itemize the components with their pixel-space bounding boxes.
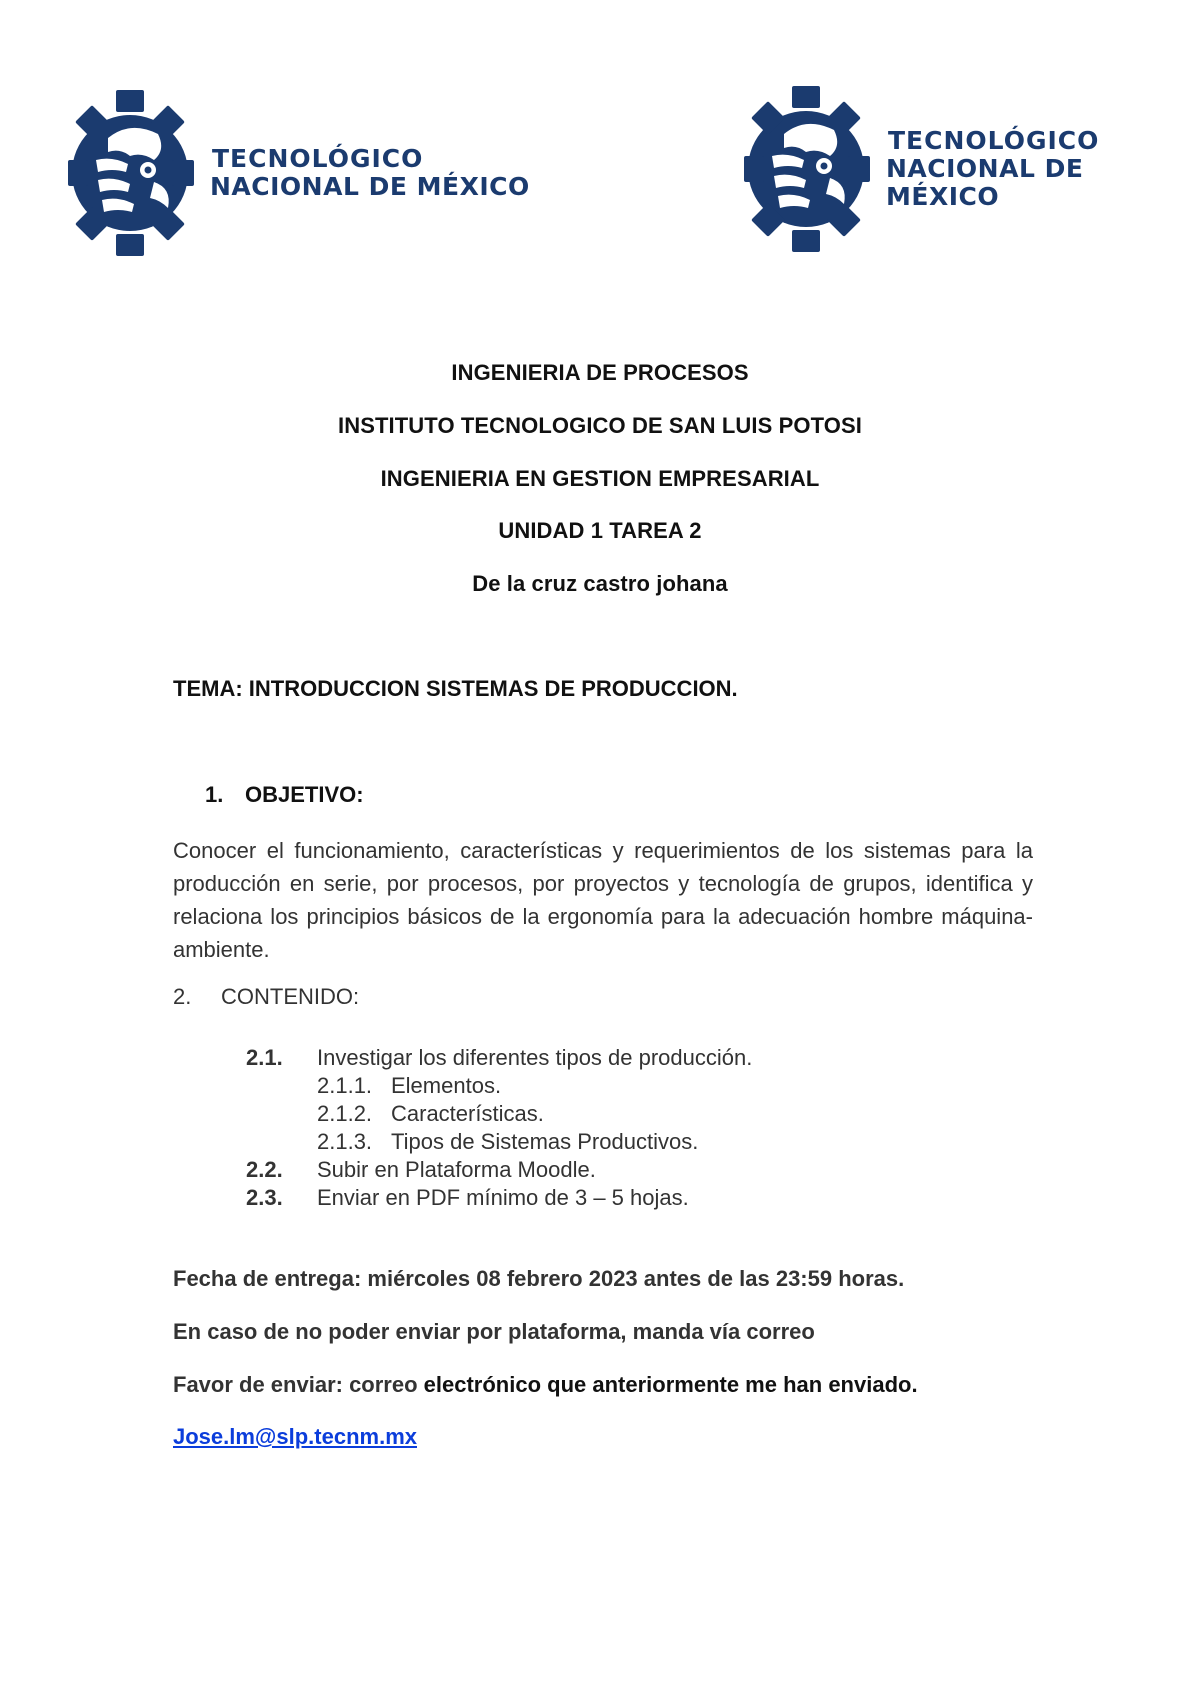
- deadline-text: Fecha de entrega: miércoles 08 febrero 2023 antes de las 23:59 horas.: [173, 1266, 905, 1291]
- fallback-text: En caso de no poder enviar por plataforma, manda vía correo: [173, 1319, 815, 1344]
- list-item-text: Elementos.: [391, 1073, 502, 1098]
- logo-tecnm-right: [744, 84, 1200, 254]
- logo-line-1: TECNOLÓGICO: [212, 144, 424, 173]
- section-contenido-heading: [173, 984, 359, 1010]
- section-title: OBJETIVO:: [245, 782, 364, 807]
- section-objetivo-heading: [205, 782, 364, 808]
- list-item-text: Subir en Plataforma Moodle.: [317, 1157, 596, 1182]
- objetivo-paragraph: Conocer el funcionamiento, características y requerimientos de los sistemas para la producción en serie, por procesos, por proyectos y tecnología de grupos, identifica y relaciona los principios básicos de la ergonomía para la adecuación hombre máquina- ambiente.: [173, 838, 1033, 962]
- unit-task: UNIDAD 1 TAREA 2: [498, 518, 702, 543]
- section-number: 2.: [173, 984, 192, 1009]
- list-item-number: 2.3.: [246, 1185, 283, 1210]
- career-name: INGENIERIA EN GESTION EMPRESARIAL: [380, 466, 820, 491]
- topic-heading: TEMA: INTRODUCCION SISTEMAS DE PRODUCCION.: [173, 676, 738, 701]
- tecnm-emblem-icon: [68, 90, 198, 256]
- tecnm-emblem-icon: [744, 86, 874, 252]
- list-item-number: 2.1.1.: [317, 1073, 373, 1098]
- student-name: De la cruz castro johana: [472, 571, 728, 596]
- section-number: 1.: [205, 782, 224, 807]
- list-item-number: 2.1.: [246, 1045, 283, 1070]
- list-item-text: Tipos de Sistemas Productivos.: [391, 1129, 699, 1154]
- tecnm-wordmark-left: [210, 145, 530, 201]
- logo-line-2: NACIONAL DE MÉXICO: [210, 172, 530, 201]
- logo-tecnm-left: [68, 88, 530, 258]
- send-instructions: [173, 1372, 918, 1398]
- list-item-number: 2.2.: [246, 1157, 283, 1182]
- institute-name: INSTITUTO TECNOLOGICO DE SAN LUIS POTOSI: [338, 413, 862, 438]
- list-item-text: Características.: [391, 1101, 544, 1126]
- tecnm-wordmark-right: [886, 127, 1200, 211]
- list-item-number: 2.1.3.: [317, 1129, 373, 1154]
- send-suffix: electrónico que anteriormente me han enviado.: [423, 1372, 918, 1397]
- list-item-number: 2.1.2.: [317, 1101, 373, 1126]
- send-prefix: Favor de enviar: correo: [173, 1372, 424, 1397]
- subject-title: INGENIERIA DE PROCESOS: [451, 360, 749, 385]
- logo-line-1: TECNOLÓGICO: [888, 126, 1100, 155]
- list-item-text: Investigar los diferentes tipos de producción.: [317, 1045, 753, 1070]
- logo-line-2: NACIONAL DE MÉXICO: [886, 154, 1084, 211]
- email-link[interactable]: Jose.lm@slp.tecnm.mx: [173, 1424, 417, 1449]
- list-item-text: Enviar en PDF mínimo de 3 – 5 hojas.: [317, 1185, 689, 1210]
- section-title: CONTENIDO:: [221, 984, 360, 1009]
